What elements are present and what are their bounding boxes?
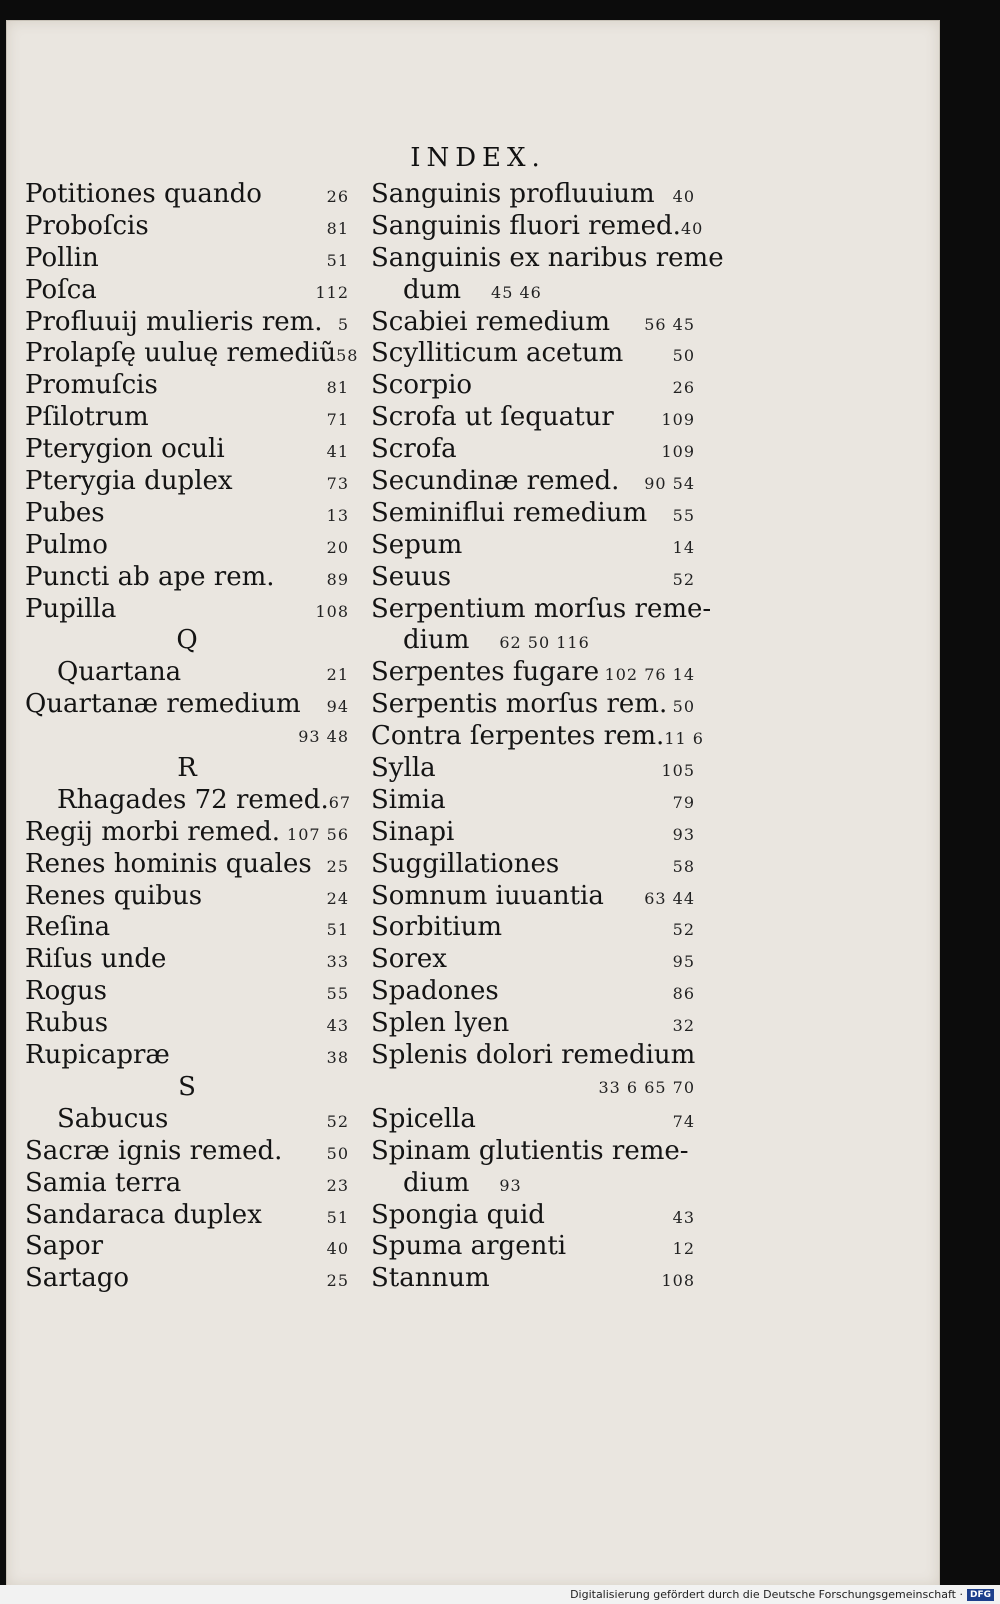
index-entry xyxy=(371,1168,695,1200)
entry-term: Spicella xyxy=(371,1103,476,1134)
entry-term: Quartana xyxy=(57,657,182,688)
index-entry xyxy=(371,275,695,307)
index-entry xyxy=(25,1136,349,1168)
index-entry xyxy=(371,593,712,626)
entry-page-numbers: 23 xyxy=(326,1175,349,1195)
index-entry xyxy=(371,625,695,657)
entry-term: Pulmo xyxy=(25,529,108,560)
entry-term: Sanguinis ex naribus reme xyxy=(371,242,724,273)
index-entry xyxy=(25,1263,349,1295)
page-title: INDEX. xyxy=(410,143,546,173)
index-entry xyxy=(371,179,695,211)
entry-term: Poſca xyxy=(25,274,97,305)
entry-term: Pubes xyxy=(25,497,105,528)
entry-page-numbers: 94 xyxy=(326,697,349,717)
entry-term: Sylla xyxy=(371,753,436,784)
entry-page-numbers: 52 xyxy=(326,1111,349,1131)
entry-page-numbers: 50 xyxy=(672,697,695,717)
entry-term: Serpentes fugare xyxy=(371,657,600,688)
index-column-left xyxy=(25,179,359,1295)
entry-term: Splenis dolori remedium xyxy=(371,1040,696,1071)
entry-term: Seuus xyxy=(371,561,452,592)
entry-term: Renes quibus xyxy=(25,880,203,911)
entry-page-numbers: 52 xyxy=(672,920,695,940)
scanned-page xyxy=(6,20,940,1587)
entry-term: Spuma argenti xyxy=(371,1231,567,1262)
entry-term: Sorbitium xyxy=(371,912,503,943)
index-entry xyxy=(371,1136,695,1168)
entry-term: Profluuij mulieris rem. xyxy=(25,306,323,337)
entry-term: Sanguinis fluori remed. xyxy=(371,210,681,241)
entry-term: Suggillationes xyxy=(371,848,560,879)
index-entry xyxy=(371,657,695,689)
entry-term: Pterygion oculi xyxy=(25,434,225,465)
entry-page-numbers: 81 xyxy=(326,218,349,238)
entry-term: Scabiei remedium xyxy=(371,306,611,337)
entry-page-numbers: 71 xyxy=(326,410,349,430)
index-entry xyxy=(25,721,349,753)
entry-page-numbers: 51 xyxy=(326,1207,349,1227)
entry-page-numbers: 93 48 xyxy=(298,727,349,747)
entry-term: Stannum xyxy=(371,1263,490,1294)
entry-page-numbers: 32 xyxy=(672,1016,695,1036)
entry-page-numbers: 79 xyxy=(672,792,695,812)
index-entry xyxy=(25,784,352,817)
index-entry xyxy=(371,817,695,849)
entry-term: Sabucus xyxy=(57,1103,169,1134)
index-entry xyxy=(25,849,349,881)
index-entry xyxy=(371,912,695,944)
entry-term: Regij morbi remed. xyxy=(25,816,280,847)
index-entry xyxy=(25,976,349,1008)
index-entry xyxy=(25,434,349,466)
footer-credit-text: Digitalisierung gefördert durch die Deutsche Forschungsgemeinschaft · xyxy=(570,1588,963,1601)
entry-page-numbers: 5 xyxy=(337,314,349,334)
index-entry xyxy=(371,1200,695,1232)
entry-page-numbers: 33 6 65 70 xyxy=(598,1077,695,1097)
entry-page-numbers: 108 xyxy=(315,601,349,621)
entry-page-numbers: 12 xyxy=(672,1239,695,1259)
entry-term: Scrofa ut ſequatur xyxy=(371,402,614,433)
entry-term: Secundinæ remed. xyxy=(371,466,620,497)
entry-term: Riſus unde xyxy=(25,944,167,975)
index-entry xyxy=(371,753,695,785)
entry-page-numbers: 21 xyxy=(326,665,349,685)
index-entry xyxy=(371,849,695,881)
entry-page-numbers: 13 xyxy=(326,505,349,525)
entry-page-numbers: 14 xyxy=(672,537,695,557)
entry-term: Rhagades 72 remed. xyxy=(57,784,329,815)
entry-page-numbers: 109 xyxy=(661,410,695,430)
entry-page-numbers: 51 xyxy=(326,250,349,270)
entry-page-numbers: 43 xyxy=(672,1207,695,1227)
entry-term: Serpentis morſus rem. xyxy=(371,689,668,720)
entry-page-numbers: 50 xyxy=(672,346,695,366)
entry-term: Proboſcis xyxy=(25,210,149,241)
entry-term: Renes hominis quales xyxy=(25,848,312,879)
section-letter: R xyxy=(177,753,197,784)
entry-page-numbers: 67 xyxy=(328,792,352,812)
index-entry xyxy=(25,530,349,562)
entry-term: Somnum iuuantia xyxy=(371,880,604,911)
entry-page-numbers: 55 xyxy=(672,505,695,525)
entry-page-numbers: 95 xyxy=(672,952,695,972)
entry-term: Splen lyen xyxy=(371,1008,510,1039)
entry-term: Sepum xyxy=(371,529,463,560)
entry-page-numbers: 105 xyxy=(661,761,695,781)
entry-page-numbers: 40 xyxy=(680,218,704,238)
entry-term: dium xyxy=(403,1167,470,1198)
index-entry xyxy=(371,370,695,402)
index-entry xyxy=(25,817,349,849)
index-entry xyxy=(25,1040,349,1072)
index-entry xyxy=(25,498,349,530)
entry-page-numbers: 93 xyxy=(672,824,695,844)
entry-page-numbers: 45 46 xyxy=(491,282,542,302)
index-column-right xyxy=(371,179,724,1295)
index-entry xyxy=(371,338,695,370)
entry-term: Prolapſę uuluę remediũ xyxy=(25,338,337,369)
index-entry xyxy=(25,402,349,434)
entry-page-numbers: 56 45 xyxy=(644,314,695,334)
index-entry xyxy=(25,179,349,211)
index-entry xyxy=(371,785,695,817)
entry-term: dum xyxy=(403,274,462,305)
entry-term: Sinapi xyxy=(371,816,455,847)
index-entry xyxy=(371,1008,695,1040)
entry-term: Scorpio xyxy=(371,370,473,401)
entry-term: Contra ſerpentes rem. xyxy=(371,721,665,752)
entry-term: Scrofa xyxy=(371,434,457,465)
index-entry xyxy=(25,466,349,498)
section-letter: Q xyxy=(176,625,198,656)
entry-page-numbers: 73 xyxy=(326,474,349,494)
entry-page-numbers: 11 6 xyxy=(664,729,704,749)
entry-term: Spongia quid xyxy=(371,1199,545,1230)
entry-page-numbers: 26 xyxy=(672,378,695,398)
index-entry xyxy=(25,689,349,721)
entry-term: Sapor xyxy=(25,1231,104,1262)
entry-term: Simia xyxy=(371,784,446,815)
entry-term: Quartanæ remedium xyxy=(25,689,301,720)
entry-page-numbers: 112 xyxy=(315,282,349,302)
entry-term: Pſilotrum xyxy=(25,402,149,433)
index-entry xyxy=(371,721,704,753)
entry-term: dium xyxy=(403,625,470,656)
index-entry xyxy=(25,562,349,594)
index-entry xyxy=(25,307,349,339)
entry-term: Sanguinis profluuium xyxy=(371,179,655,209)
entry-term: Serpentium morſus reme- xyxy=(371,593,712,624)
dfg-logo: DFG xyxy=(967,1589,994,1601)
entry-page-numbers: 41 xyxy=(326,442,349,462)
entry-term: Spadones xyxy=(371,976,499,1007)
entry-term: Spinam glutientis reme- xyxy=(371,1135,689,1166)
index-entry xyxy=(371,944,695,976)
entry-term: Potitiones quando xyxy=(25,179,262,209)
entry-page-numbers: 55 xyxy=(326,984,349,1004)
index-entry xyxy=(25,1104,349,1136)
entry-page-numbers: 109 xyxy=(661,442,695,462)
entry-term: Sorex xyxy=(371,944,447,975)
entry-page-numbers: 90 54 xyxy=(644,474,695,494)
entry-term: Rupicapræ xyxy=(25,1040,170,1071)
entry-term: Scylliticum acetum xyxy=(371,338,624,369)
index-entry xyxy=(25,1168,349,1200)
entry-page-numbers: 58 xyxy=(672,856,695,876)
index-entry xyxy=(371,881,695,913)
entry-page-numbers: 20 xyxy=(326,537,349,557)
index-entry xyxy=(25,243,349,275)
index-entry xyxy=(25,657,349,689)
entry-page-numbers: 33 xyxy=(326,952,349,972)
entry-page-numbers: 102 76 14 xyxy=(604,665,695,685)
entry-page-numbers: 40 xyxy=(326,1239,349,1259)
entry-page-numbers: 62 50 116 xyxy=(499,633,590,653)
entry-term: Sartago xyxy=(25,1263,129,1294)
entry-term: Sandaraca duplex xyxy=(25,1199,262,1230)
entry-term: Seminiflui remedium xyxy=(371,497,648,528)
entry-term: Samia terra xyxy=(25,1167,182,1198)
index-entry xyxy=(371,402,695,434)
section-letter: S xyxy=(178,1071,196,1102)
entry-page-numbers: 24 xyxy=(326,888,349,908)
index-entry xyxy=(371,307,695,339)
entry-term: Reſina xyxy=(25,912,111,943)
index-entry xyxy=(371,466,695,498)
index-entry xyxy=(371,1040,695,1072)
index-entry xyxy=(25,1008,349,1040)
entry-page-numbers: 63 44 xyxy=(644,888,695,908)
entry-page-numbers: 25 xyxy=(326,856,349,876)
index-entry xyxy=(371,1231,695,1263)
index-entry xyxy=(25,1231,349,1263)
entry-page-numbers: 50 xyxy=(326,1143,349,1163)
index-entry xyxy=(25,594,349,626)
entry-page-numbers: 25 xyxy=(326,1271,349,1291)
index-entry xyxy=(371,1104,695,1136)
index-entry xyxy=(371,1072,695,1104)
entry-term: Rogus xyxy=(25,976,107,1007)
entry-page-numbers: 52 xyxy=(672,569,695,589)
entry-page-numbers: 89 xyxy=(326,569,349,589)
entry-page-numbers: 26 xyxy=(326,187,349,206)
index-entry xyxy=(371,530,695,562)
entry-page-numbers: 38 xyxy=(326,1048,349,1068)
entry-page-numbers: 40 xyxy=(672,187,695,206)
entry-page-numbers: 93 xyxy=(499,1175,522,1195)
entry-page-numbers: 51 xyxy=(326,920,349,940)
index-entry xyxy=(371,562,695,594)
entry-term: Pollin xyxy=(25,242,99,273)
index-entry xyxy=(25,275,349,307)
index-entry xyxy=(25,370,349,402)
index-entry xyxy=(25,1200,349,1232)
entry-term: Puncti ab ape rem. xyxy=(25,561,275,592)
index-entry xyxy=(371,1263,695,1295)
entry-term: Sacræ ignis remed. xyxy=(25,1135,283,1166)
entry-page-numbers: 58 xyxy=(336,346,359,366)
index-entry xyxy=(25,944,349,976)
index-entry xyxy=(371,210,704,243)
index-entry xyxy=(25,881,349,913)
entry-page-numbers: 108 xyxy=(661,1271,695,1291)
entry-page-numbers: 107 56 xyxy=(287,824,349,844)
entry-page-numbers: 81 xyxy=(326,378,349,398)
index-entry xyxy=(371,976,695,1008)
entry-term: Rubus xyxy=(25,1008,109,1039)
entry-page-numbers: 74 xyxy=(672,1111,695,1131)
digitization-footer xyxy=(0,1585,1000,1604)
index-entry xyxy=(25,912,349,944)
index-entry xyxy=(25,211,349,243)
entry-page-numbers: 86 xyxy=(672,984,695,1004)
entry-term: Pterygia duplex xyxy=(25,466,233,497)
index-entry xyxy=(371,242,724,275)
entry-term: Pupilla xyxy=(25,593,117,624)
entry-term: Promuſcis xyxy=(25,370,158,401)
index-entry xyxy=(25,338,359,370)
index-entry xyxy=(371,498,695,530)
index-entry xyxy=(371,689,695,721)
index-entry xyxy=(371,434,695,466)
entry-page-numbers: 43 xyxy=(326,1016,349,1036)
